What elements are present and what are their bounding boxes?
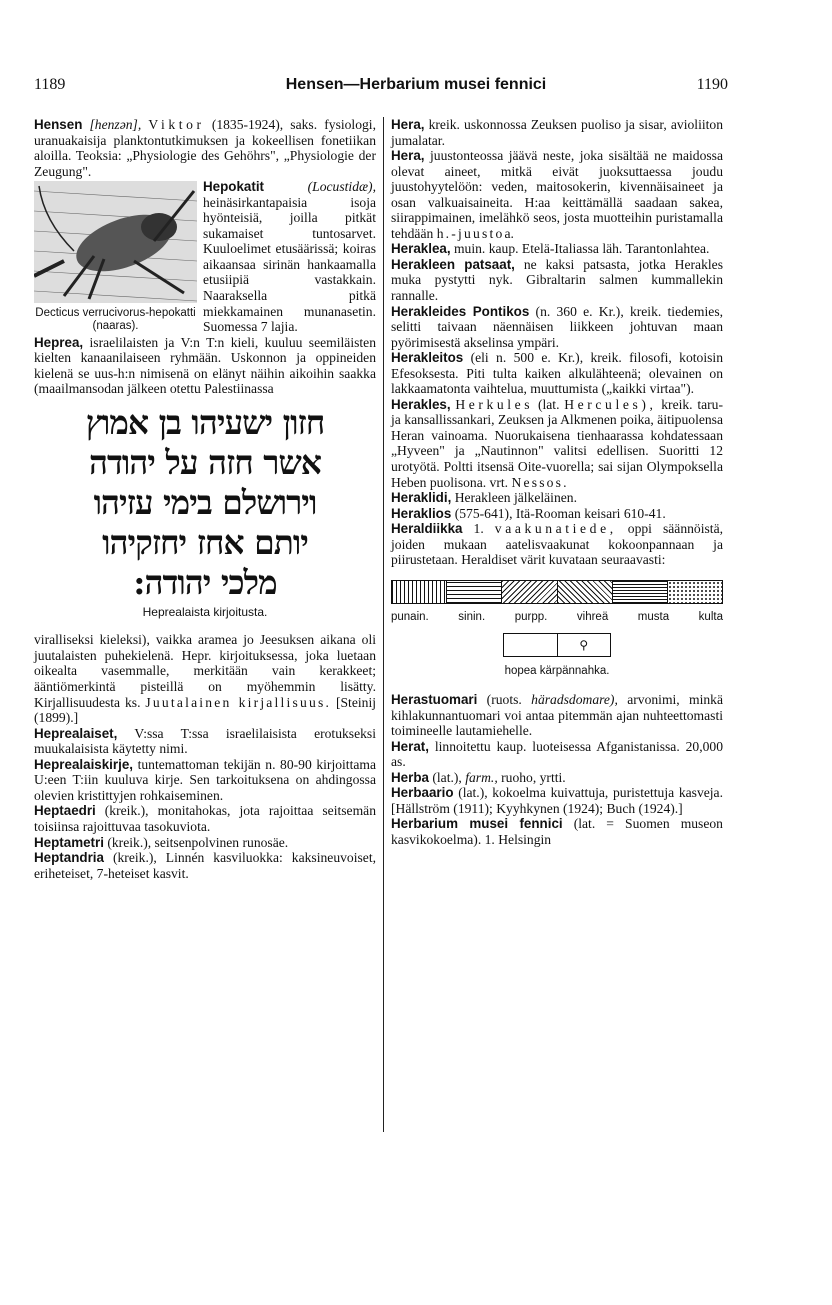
- left-column: [34, 117, 376, 881]
- headword: Hepokatit: [203, 179, 265, 195]
- headword: Heptaedri: [34, 803, 96, 819]
- entry-heptametri: Heptametri (kreik.), seitsenpolvinen runosäe.: [34, 834, 289, 850]
- left-page-number: 1189: [34, 76, 66, 93]
- cross-reference: Juutalainen kirjallisuus.: [145, 694, 332, 710]
- entry-heprealaiset: Heprealaiset, V:ssa T:ssa israelilaisista erotukseksi muukalaisista käytetty nimi.: [34, 725, 376, 757]
- headword: Herastuomari: [391, 691, 478, 707]
- entry-herba: Herba (lat.), farm., ruoho, yrtti.: [391, 769, 566, 785]
- entry-heptandria: Heptandria (kreik.), Linnén kasviluokka: kaksineuvoiset, eriheteiset, 7-heteiset kasvit.: [34, 850, 376, 881]
- headword: Heptandria: [34, 850, 104, 866]
- headword: Heraklidi,: [391, 490, 452, 506]
- entry-hepokatit: Hepokatit (Locustidæ), Decticus verrucivorus-hepokatti (naaras). heinäsirkantapaisia isoja hyönteisiä, joilla pitkät sukamaiset tuntosarvet. Kuuloelimet etusäärissä; koiras aikaansaa sirinän hankaamalla etusiipiä vastakkain. Naaraksella pitkä miekkamainen munanasetin. Suomessa 7 lajia.: [35, 179, 376, 335]
- right-page-number: 1190: [696, 76, 728, 93]
- tincture-green: [558, 581, 613, 603]
- hebrew-line: יותם אחז יחזקיהו: [102, 522, 308, 562]
- right-column: [391, 117, 723, 847]
- silver-ermine-swatch: [503, 633, 611, 657]
- entry-heptaedri: Heptaedri (kreik.), monitahokas, jota rajoittaa seitsemän toisiinsa rajoittuvaa tasokuviota.: [34, 803, 376, 834]
- entry-heprea: Heprea, israelilaisten ja V:n T:n kieli, kuuluu seemiläisten kielten kanaanilaiseen ryhmään. Uskonnon ja oppineiden kielenä se uus-h:n nimisenä on elänyt näihin aikoihin saakka (maailmansodan jälkeen otettu Palestiinassa: [34, 334, 376, 397]
- headword: Heraklios: [391, 505, 452, 521]
- entry-herbarium: Herbarium musei fennici (lat. = Suomen museon kasvikokoelma). 1. Helsingin: [391, 816, 723, 847]
- entry-heraklidi: Heraklidi, Herakleen jälkeläinen.: [391, 490, 577, 506]
- tincture-purple: [502, 581, 557, 603]
- entry-hensen: Hensen [henzən], Viktor (1835-1924), saks. fysiologi, uranuakaisija planktontutkimuksen ja kokeellisen fonetiikan aloilla. Teoksia: „Physiologie des Gehöhrs", „Physiologie der Zeugung".: [34, 117, 376, 179]
- headword: Heraldiikka: [391, 521, 463, 537]
- heraldic-tinctures: [391, 580, 723, 604]
- headword: Herbarium musei fennici: [391, 816, 563, 832]
- headword: Herakleitos: [391, 350, 464, 366]
- tincture-labels: punain. sinin. purpp. vihreä musta kulta: [391, 610, 723, 623]
- headword: Hera,: [391, 117, 425, 132]
- entry-herakleen-patsaat: Herakleen patsaat, ne kaksi patsasta, jotka Herakles muka pystytti nyk. Gibraltarin salmen kummallekin rannalle.: [391, 256, 723, 304]
- tincture-black: [613, 581, 668, 603]
- hebrew-line: אשר חזה על יהודה: [89, 442, 321, 482]
- running-title: Hensen—Herbarium musei fennici: [285, 76, 547, 93]
- headword: Heprea,: [34, 334, 84, 350]
- column-divider: [383, 117, 384, 1132]
- page-header: [0, 76, 832, 102]
- tincture-silver: [504, 634, 558, 656]
- headword: Herba: [391, 769, 429, 785]
- headword: Hera,: [391, 148, 425, 164]
- entry-heprealaiskirje: Heprealaiskirje, tuntemattoman tekijän n. 80-90 kirjoittama U:een T:iin kuuluva kirje. Sen tarkoituksena on ahdingossa olevien kristittyjen rohkaiseminen.: [34, 756, 376, 803]
- hebrew-line: חזון ישעיהו בן אמוץ: [85, 402, 325, 442]
- ermine-caption: hopea kärpännahka.: [504, 665, 610, 678]
- hebrew-line: מלכי יהודה:: [133, 562, 277, 602]
- illustration-caption: Decticus verrucivorus-hepokatti (naaras).: [35, 306, 196, 332]
- entry-heraklios: Heraklios (575-641), Itä-Rooman keisari 610-41.: [391, 505, 666, 521]
- cross-reference: h.-juusto: [436, 225, 505, 241]
- headword: Heptametri: [34, 834, 104, 850]
- headword: Herakleen patsaat,: [391, 256, 515, 272]
- entry-herakles: Herakles, Herkules (lat. Hercules), kreik. taru- ja kansallissankari, Zeuksen ja Alkmenen poika, äitipuolensa Heran vainoama. Nuorukaisena tienhaarassa kohdatessaan „Hyveen" ja „Nautinnon" valitsi edellisen. Suoritti 12 urotyötä. Poltti itsensä Oite-vuorella; sai sijan Olympoksella Heben puolisona. vrt. Nessos.: [391, 396, 723, 490]
- entry-herakleitos: Herakleitos (eli n. 500 e. Kr.), kreik. filosofi, kotoisin Efesoksesta. Piti tulta kaiken alkulähteenä; olevainen on lakkaamatonta vaihtelua, muuttumista („kaikki virtaa").: [391, 350, 723, 397]
- headword: Heprealaiset,: [34, 725, 118, 741]
- headword: Heraklea,: [391, 241, 451, 257]
- headword: Hensen: [34, 117, 83, 132]
- headword: Herat,: [391, 738, 429, 754]
- headword: Herakles,: [391, 396, 451, 412]
- entry-herbaario: Herbaario (lat.), kokoelma kuivattuja, puristettuja kasveja. [Hällström (1911); Kyyhkynen (1924); Buch (1924).]: [391, 785, 723, 816]
- entry-heraklea: Heraklea, muin. kaup. Etelä-Italiassa läh. Tarantonlahtea.: [391, 241, 710, 257]
- headword: Herakleides Pontikos: [391, 303, 530, 319]
- hebrew-line: וירושלם בימי עזיהו: [93, 482, 317, 522]
- entry-hera-goddess: Hera, kreik. uskonnossa Zeuksen puoliso ja sisar, avioliiton jumalatar.: [391, 117, 723, 148]
- headword: Herbaario: [391, 785, 454, 801]
- entry-herat: Herat, linnoitettu kaup. luoteisessa Afganistanissa. 20,000 as.: [391, 738, 723, 770]
- tincture-blue: [447, 581, 502, 603]
- grasshopper-illustration: [34, 181, 197, 333]
- hebrew-script-sample: [34, 403, 376, 603]
- tincture-gold: [668, 581, 722, 603]
- entry-herastuomari: Herastuomari (ruots. häradsdomare), arvonimi, minkä kihlakunnantuomari voi antaa pitemmän ajan nuhteettomasti toimineelle lautamiehelle.: [391, 691, 724, 739]
- entry-herakleides: Herakleides Pontikos (n. 360 e. Kr.), kreik. tiedemies, selitti taivaan näennäisen liikkeen johtuvan maan pyörimisestä akselinsa ympäri.: [391, 303, 724, 350]
- hebrew-caption: Heprealaista kirjoitusta.: [142, 604, 268, 619]
- tincture-red: [392, 581, 447, 603]
- entry-heprea-continued: viralliseksi kieleksi), vaikka aramea jo Jeesuksen aikana oli juutalaisten puhekielenä. Hepr. kirjoituksessa, joka luetaan oikealta vasemmalle, merkitään vain kerakkeet; ääntiömerkintä pisteillä on myöhemmin lisätty. Kirjallisuudesta ks. Juutalainen kirjallisuus. [Steinij (1899).]: [34, 632, 376, 726]
- cross-reference: Nessos.: [511, 474, 569, 490]
- entry-hera-whey: Hera, juustonteossa jäävä neste, joka sisältää ne maidossa olevat aineet, mitkä eivät juoksuttaessa joudu juustohyytelöön: veden, maitosokerin, kivennäisaineet ja osan valkuaisaineita. H:aa keittämällä saadaan sakea, siirappimainen, imelähkö seos, josta muotteihin puristamalla tehdään h.-juustoa.: [391, 148, 724, 241]
- entry-heraldiikka: Heraldiikka 1. vaakunatiede, oppi säännöistä, joiden mukaan aatelisvaakunat kokoonpannaan ja piirustetaan. Heraldiset värit kuvataan seuraavasti:: [391, 521, 724, 568]
- ermine-spots: ⚲: [579, 638, 589, 653]
- headword: Heprealaiskirje,: [34, 756, 134, 772]
